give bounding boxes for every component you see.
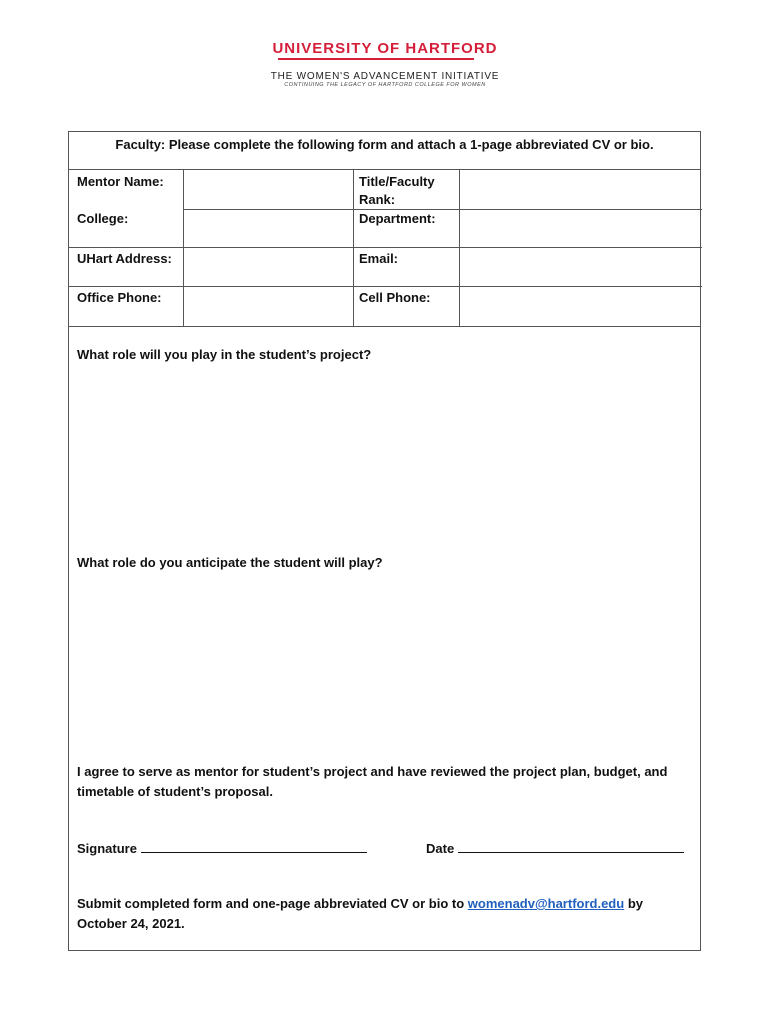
uhart-address-label: UHart Address:: [77, 251, 172, 266]
mentor-info-grid: [69, 170, 700, 327]
mentor-name-field[interactable]: [184, 171, 353, 209]
college-field[interactable]: [184, 210, 353, 247]
question-role-student: What role do you anticipate the student will play?: [77, 555, 383, 570]
question-role-mentor: What role will you play in the student’s project?: [77, 347, 372, 362]
initiative-title: THE WOMEN'S ADVANCEMENT INITIATIVE: [270, 71, 500, 82]
office-phone-field[interactable]: [184, 287, 353, 326]
mentor-name-label: Mentor Name:: [77, 174, 164, 189]
department-label: Department:: [359, 211, 436, 226]
date-label: Date: [426, 841, 455, 856]
email-field[interactable]: [460, 248, 701, 286]
submit-email-link[interactable]: womenadv@hartford.edu: [467, 896, 625, 911]
mentor-agreement-text: I agree to serve as mentor for student’s project and have reviewed the project plan, budget, and timetable of student’s proposal.: [77, 764, 668, 799]
department-field[interactable]: [460, 210, 701, 247]
university-logo-text: UNIVERSITY OF HARTFORD: [272, 40, 498, 57]
uhart-address-field[interactable]: [184, 248, 353, 286]
mentor-form: [68, 131, 701, 951]
form-instructions: Faculty: Please complete the following form and attach a 1-page abbreviated CV or bio.: [69, 132, 700, 170]
cell-phone-field[interactable]: [460, 287, 701, 326]
date-line[interactable]: [426, 838, 684, 858]
office-phone-label: Office Phone:: [77, 290, 162, 305]
grid-divider: [353, 170, 354, 326]
logo-rule: [278, 58, 474, 60]
signature-line[interactable]: [77, 838, 367, 858]
role-mentor-answer-area[interactable]: [77, 368, 692, 548]
email-label: Email:: [359, 251, 399, 266]
role-student-answer-area[interactable]: [77, 576, 692, 756]
title-rank-label: Title/Faculty Rank:: [359, 174, 435, 207]
initiative-tagline: CONTINUING THE LEGACY OF HARTFORD COLLEGE FOR WOMEN: [284, 82, 486, 88]
signature-label: Signature: [77, 841, 137, 856]
college-label: College:: [77, 211, 129, 226]
title-rank-field[interactable]: [460, 171, 701, 209]
submit-deadline: October 24, 2021.: [77, 916, 185, 931]
submit-instructions: Submit completed form and one-page abbreviated CV or bio to womenadv@hartford.edu by October 24, 2021.: [77, 896, 643, 931]
cell-phone-label: Cell Phone:: [359, 290, 431, 305]
